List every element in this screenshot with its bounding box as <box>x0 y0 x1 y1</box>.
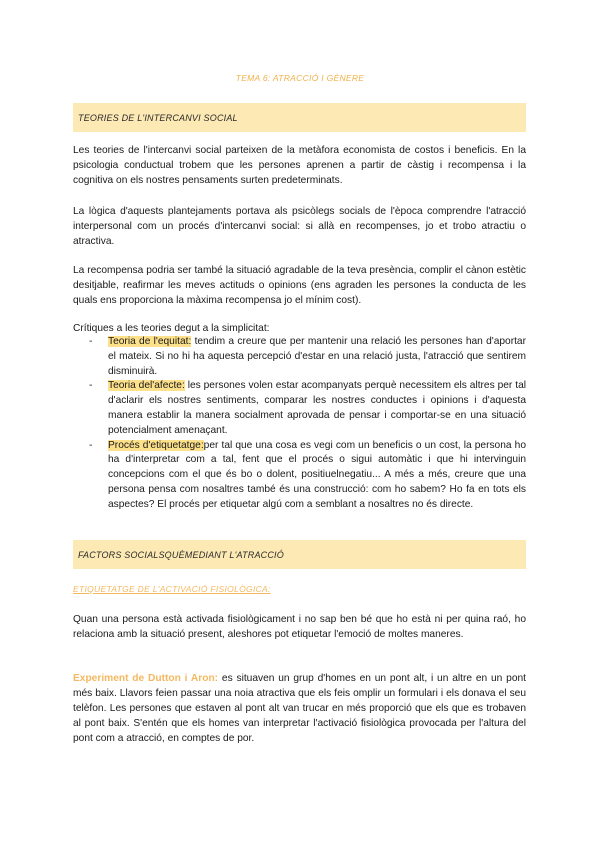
section-heading-text: FACTORS SOCIALSQUÈMEDIANT L'ATRACCIÓ <box>78 549 284 560</box>
paragraph-intro: Les teories de l'intercanvi social parteixen de la metàfora economista de costos i beneficis. En la psicologia conductual trobem que les persones aprenen a partir de càstig i recompensa i la cognitiva on els nostres pensaments surten predeterminats. <box>73 145 526 186</box>
section-heading-factors <box>73 540 526 569</box>
paragraph-experiment <box>73 671 526 746</box>
list-item-text: per tal que una cosa es vegi com un beneficis o un cost, la persona ho ha d'interpretar com a tal, fent que el procés o sigui automàtic i que hi intervinguin concepcions com el que és bo o dolent, positiuelnegatiu... A més a més, creure que una persona pensa com nosaltres també és una construcció: com ho sabem? Ho fa en tots els aspectes? El procés per etiquetar algú com a semblant a nosaltres no és directe. <box>108 439 526 510</box>
term-highlight: Procés d'etiquetatge: <box>108 439 204 451</box>
experiment-label: Experiment de Dutton i Aron: <box>73 673 219 684</box>
list-dash: - <box>89 439 93 451</box>
subheading-etiquetatge: ETIQUETATGE DE L'ACTIVACIÓ FISIOLÒGICA: <box>73 584 271 594</box>
critiques-list <box>73 335 526 513</box>
paragraph-logica: La lògica d'aquests plantejaments portava als psicòlegs socials de l'època comprendre l'atracció interpersonal com un procés d'intercanvi social: si allà en recompenses, jo et trobo atractiu o atractiva. <box>73 206 526 247</box>
list-item <box>73 379 526 438</box>
page-title: TEMA 6: ATRACCIÓ I GÈNERE <box>235 73 365 83</box>
paragraph-recompensa: La recompensa podria ser també la situació agradable de la teva presència, complir el cànon estètic desitjable, reafirmar les meves actituds o opinions (ens agraden les persones la conducta de les quals ens proporciona la màxima recompensa jo el mínim cost). <box>73 265 526 306</box>
paragraph-activacio: Quan una persona està activada fisiològicament i no sap ben bé que ho està ni per quina raó, ho relaciona amb la situació present, aleshores pot etiquetar l'emoció de moltes maneres. <box>73 614 526 640</box>
section-heading-text: TEORIES DE L'INTERCANVI SOCIAL <box>78 112 238 123</box>
list-item <box>73 439 526 513</box>
list-item-text: tendim a creure que per mantenir una relació les persones han d'aportar el mateix. Si no hi ha aquesta percepció d'estar en una relació justa, l'atracció que sentirem disminuirà. <box>108 336 526 377</box>
term-highlight: Teoria del'afecte: <box>108 380 185 392</box>
list-dash: - <box>89 380 93 392</box>
list-item-text: les persones volen estar acompanyats perquè necessitem els altres per tal d'aclarir els nostres sentiments, comparar les nostres conductes i opinions i d'aquesta manera establir la manera socialment aprovada de pensar i comportar-se en una situació potencialment amenaçant. <box>108 380 526 436</box>
term-highlight: Teoria de l'equitat: <box>108 336 192 347</box>
list-item <box>73 335 526 379</box>
experiment-text: es situaven un grup d'homes en un pont alt, i un altre en un pont més baix. Llavors feien passar una noia atractiva que els feis omplir un formulari i els donava el seu telèfon. Les persones que estaven al pont alt van trucar en més proporció que els que es trobaven al pont baix. S'entén que els homes van interpretar l'activació fisiològica provocada per l'altura del pont com a atracció, en comptes de por. <box>73 673 526 744</box>
critiques-intro: Crítiques a les teories degut a la simplicitat: <box>73 323 270 334</box>
list-dash: - <box>89 336 93 347</box>
section-heading-intercanvi <box>73 103 526 132</box>
